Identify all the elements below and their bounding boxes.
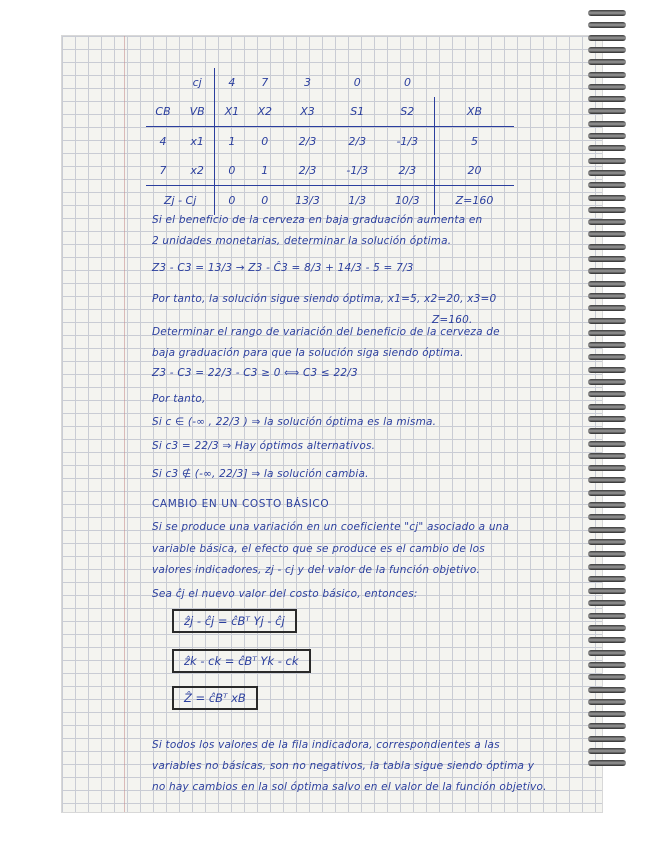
table-cell: -1/3: [346, 164, 369, 177]
objective-value: Z=160: [434, 186, 514, 216]
spiral-ring: [588, 527, 626, 533]
spiral-ring: [588, 662, 626, 668]
spiral-ring: [588, 391, 626, 397]
equation-line: Z3 - C3 = 13/3 → Z3 - Ĉ3 = 8/3 + 14/3 - 5 = 7/3: [152, 262, 414, 274]
spiral-ring: [588, 404, 626, 410]
indicator-value: 13/3: [281, 186, 334, 216]
text-line: Si se produce una variación en un coeficiente "cj" asociado a una: [152, 521, 510, 533]
text-line: Sea ĉj el nuevo valor del costo básico, entonces:: [152, 588, 418, 600]
table-cell: 2/3: [381, 156, 435, 186]
col-header: XB: [434, 97, 514, 127]
cj-row: [146, 68, 514, 97]
col-header: S1: [334, 97, 381, 127]
text-line: Determinar el rango de variación del beneficio de la cerveza de: [152, 326, 500, 338]
col-header: CB: [146, 97, 180, 127]
text-line: baja graduación para que la solución siga siendo óptima.: [152, 347, 464, 359]
spiral-ring: [588, 760, 626, 766]
indicator-value: 0: [248, 186, 281, 216]
cj-value: 0: [404, 76, 412, 89]
spiral-ring: [588, 219, 626, 225]
spiral-ring: [588, 514, 626, 520]
cj-value: 0: [353, 76, 361, 89]
spiral-ring: [588, 47, 626, 53]
simplex-table: [146, 68, 514, 215]
spiral-ring: [588, 268, 626, 274]
table-cell: 1: [261, 164, 269, 177]
text-line: Si c ∈ (-∞ , 22/3 ) ⇒ la solución óptima es la misma.: [152, 416, 437, 428]
formula-box: Ẑ = ĉBᵀ xB: [172, 686, 258, 710]
spiral-ring: [588, 158, 626, 164]
indicator-value: 0: [215, 186, 249, 216]
spiral-ring: [588, 490, 626, 496]
text-line: 2 unidades monetarias, determinar la solución óptima.: [152, 235, 452, 247]
spiral-ring: [588, 723, 626, 729]
text-line: variable básica, el efecto que se produce es el cambio de los: [152, 543, 485, 555]
table-cell: -1/3: [381, 127, 435, 157]
spiral-ring: [588, 256, 626, 262]
spiral-ring: [588, 10, 626, 16]
spiral-ring: [588, 305, 626, 311]
table-cell: 0: [228, 164, 236, 177]
text-line: valores indicadores, zj - cj y del valor de la función objetivo.: [152, 564, 480, 576]
zj-cj-label: Zj - Cj: [146, 186, 215, 216]
spiral-ring: [588, 453, 626, 459]
text-line: Z=160.: [432, 314, 473, 326]
spiral-ring: [588, 625, 626, 631]
spiral-ring: [588, 477, 626, 483]
spiral-ring: [588, 551, 626, 557]
text-line: no hay cambios en la sol óptima salvo en el valor de la función objetivo.: [152, 781, 547, 793]
spiral-ring: [588, 281, 626, 287]
notebook-page: [62, 36, 602, 812]
table-cell: 4: [159, 135, 167, 148]
cj-value: 4: [228, 76, 236, 89]
table-cell: 2/3: [348, 135, 367, 148]
formula-box: ẑk - ck = ĉBᵀ Yk - ck: [172, 649, 311, 673]
text-line: Por tanto,: [152, 393, 206, 405]
header-row: [146, 97, 514, 127]
text-line: Por tanto, la solución sigue siendo óptima, x1=5, x2=20, x3=0: [152, 293, 497, 305]
col-header: X1: [215, 97, 249, 127]
spiral-ring: [588, 637, 626, 643]
spiral-binding: [588, 10, 628, 770]
spiral-ring: [588, 108, 626, 114]
spiral-ring: [588, 650, 626, 656]
table-cell: 0: [261, 135, 269, 148]
table-cell: 7: [159, 164, 167, 177]
spiral-ring: [588, 231, 626, 237]
indicator-value: 1/3: [334, 186, 381, 216]
spiral-ring: [588, 195, 626, 201]
cj-value: 3: [304, 76, 311, 89]
spiral-ring: [588, 367, 626, 373]
indicator-value: 10/3: [381, 186, 435, 216]
spiral-ring: [588, 416, 626, 422]
spiral-ring: [588, 182, 626, 188]
spiral-ring: [588, 711, 626, 717]
spiral-ring: [588, 22, 626, 28]
spiral-ring: [588, 588, 626, 594]
spiral-ring: [588, 441, 626, 447]
spiral-ring: [588, 736, 626, 742]
spiral-ring: [588, 170, 626, 176]
spiral-ring: [588, 145, 626, 151]
cj-value: 7: [261, 76, 269, 89]
spiral-ring: [588, 465, 626, 471]
text-line: variables no básicas, son no negativos, la tabla sigue siendo óptima y: [152, 760, 535, 772]
indicator-row: [146, 186, 514, 216]
text-line: Si todos los valores de la fila indicadora, correspondientes a las: [152, 739, 500, 751]
spiral-ring: [588, 354, 626, 360]
spiral-ring: [588, 687, 626, 693]
spiral-ring: [588, 748, 626, 754]
spiral-ring: [588, 244, 626, 250]
spiral-ring: [588, 699, 626, 705]
text-line: Si c3 ∉ (-∞, 22/3] ⇒ la solución cambia.: [152, 468, 369, 480]
table-cell: 5: [470, 135, 478, 148]
table-cell: x1: [180, 127, 215, 157]
spiral-ring: [588, 133, 626, 139]
spiral-ring: [588, 502, 626, 508]
table-cell: 2/3: [298, 135, 317, 148]
cj-label: cj: [180, 68, 215, 97]
col-header: S2: [381, 97, 435, 127]
col-header: VB: [180, 97, 215, 127]
section-heading: CAMBIO EN UN COSTO BÁSICO: [152, 498, 330, 510]
margin-line: [124, 36, 125, 812]
table-row: [146, 156, 514, 186]
spiral-ring: [588, 342, 626, 348]
spiral-ring: [588, 379, 626, 385]
spiral-ring: [588, 121, 626, 127]
table-row: [146, 127, 514, 157]
spiral-ring: [588, 330, 626, 336]
spiral-ring: [588, 613, 626, 619]
spiral-ring: [588, 539, 626, 545]
text-line: Si c3 = 22/3 ⇒ Hay óptimos alternativos.: [152, 440, 376, 452]
col-header: X3: [281, 97, 334, 127]
spiral-ring: [588, 318, 626, 324]
spiral-ring: [588, 674, 626, 680]
col-header: X2: [248, 97, 281, 127]
spiral-ring: [588, 576, 626, 582]
spiral-ring: [588, 84, 626, 90]
equation-line: Z3 - C3 = 22/3 - C3 ≥ 0 ⟺ C3 ≤ 22/3: [152, 367, 358, 379]
spiral-ring: [588, 428, 626, 434]
text-line: Si el beneficio de la cerveza en baja graduación aumenta en: [152, 214, 483, 226]
table-cell: 20: [467, 164, 482, 177]
spiral-ring: [588, 293, 626, 299]
spiral-ring: [588, 35, 626, 41]
spiral-ring: [588, 564, 626, 570]
table-cell: 1: [228, 135, 236, 148]
spiral-ring: [588, 600, 626, 606]
formula-box: ẑj - ĉj = ĉBᵀ Yj - ĉj: [172, 609, 297, 633]
spiral-ring: [588, 72, 626, 78]
spiral-ring: [588, 59, 626, 65]
table-cell: x2: [180, 156, 215, 186]
table-cell: 2/3: [298, 164, 317, 177]
spiral-ring: [588, 96, 626, 102]
spiral-ring: [588, 207, 626, 213]
